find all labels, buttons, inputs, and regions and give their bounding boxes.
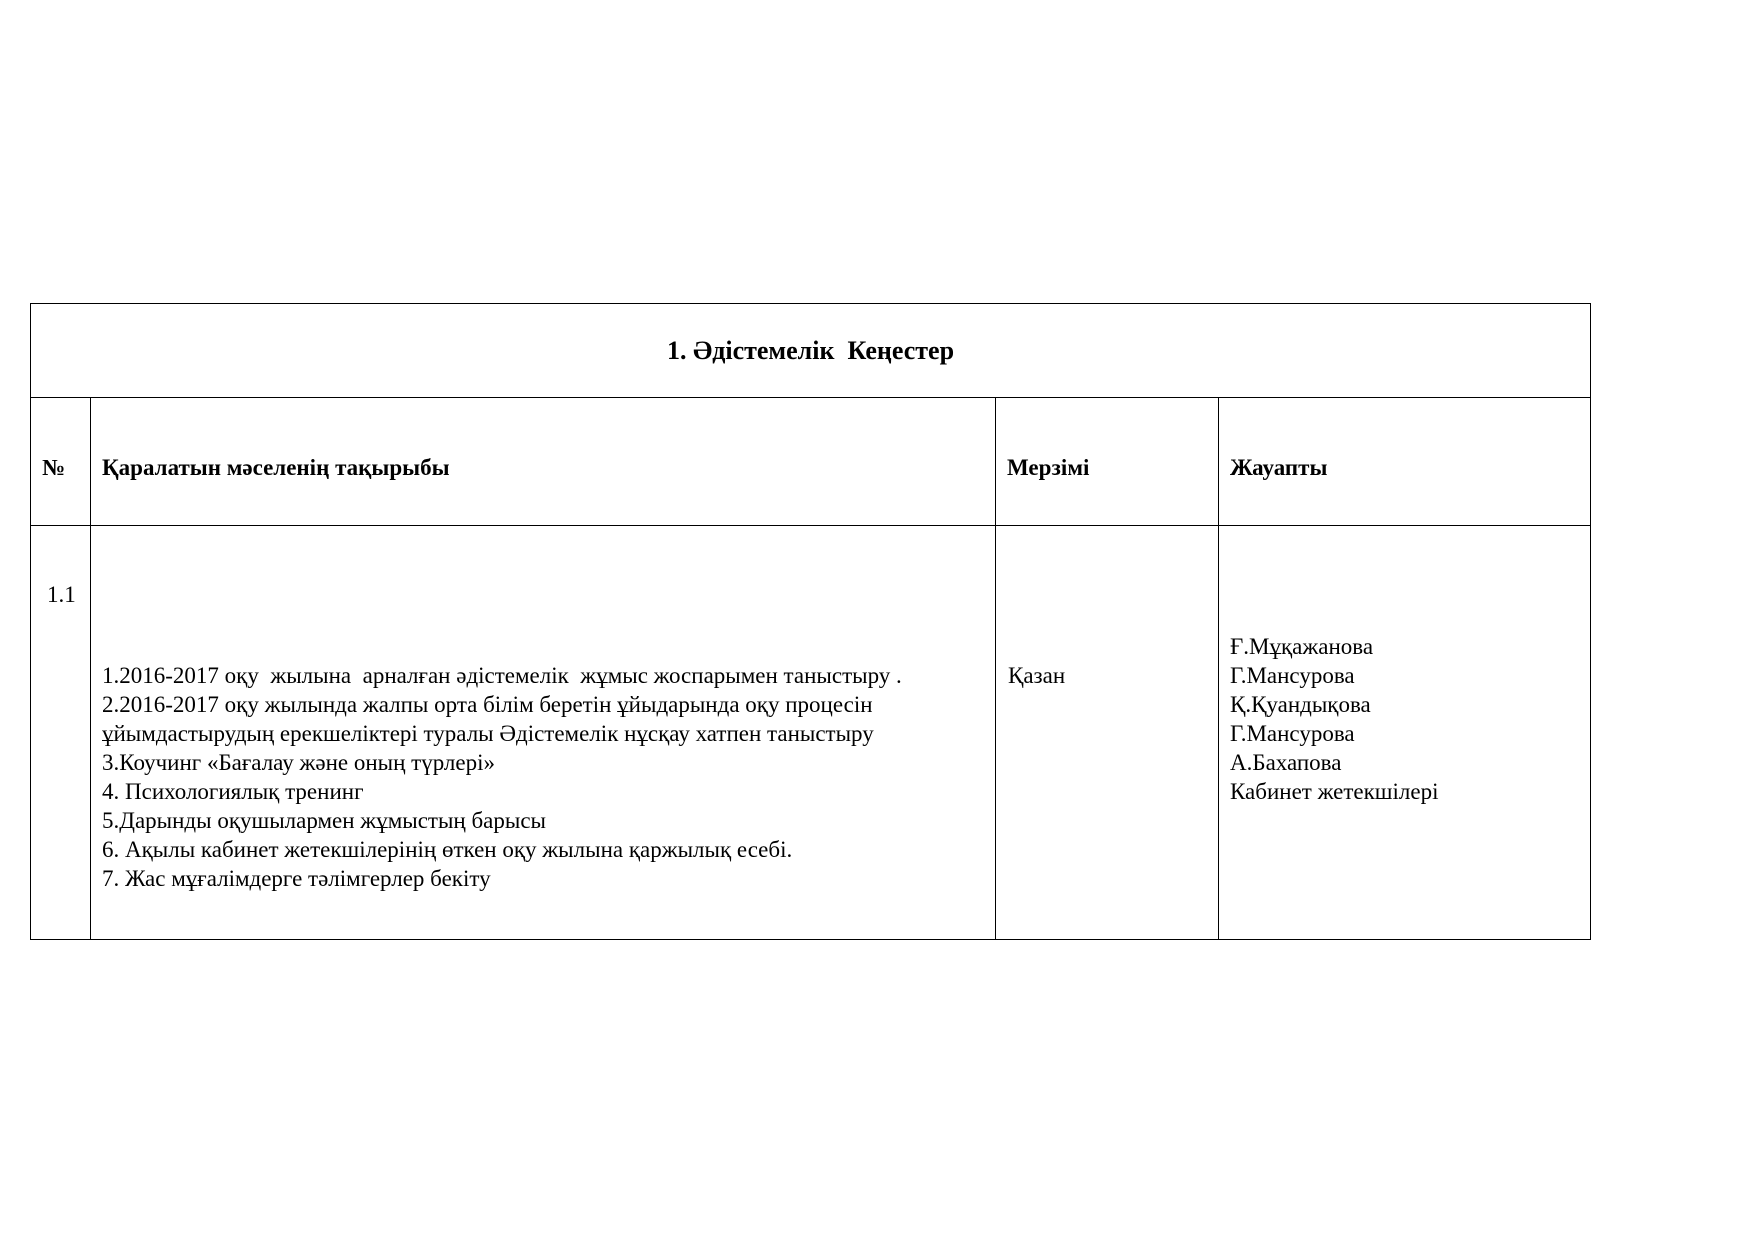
responsible-line: Ғ.Мұқажанова bbox=[1230, 634, 1374, 659]
topic-line: 5.Дарынды оқушылармен жұмыстың барысы bbox=[102, 808, 547, 833]
responsible-line: Г.Мансурова bbox=[1230, 721, 1355, 746]
table-row bbox=[31, 526, 1591, 940]
responsible-line: А.Бахапова bbox=[1230, 750, 1342, 775]
topic-line: 4. Психологиялық тренинг bbox=[102, 779, 364, 804]
topic-line: 2.2016-2017 оқу жылында жалпы орта білім беретін ұйыдарында оқу процесін bbox=[102, 692, 873, 717]
topic-line: 6. Ақылы кабинет жетекшілерінің өткен оқу жылына қаржылық есебі. bbox=[102, 837, 793, 862]
row-topic bbox=[91, 526, 996, 940]
topic-line: ұйымдастырудың ерекшеліктері туралы Әдістемелік нұсқау хатпен таныстыру bbox=[102, 721, 874, 746]
row-responsible bbox=[1219, 526, 1591, 940]
topic-line: 3.Коучинг «Бағалау және оның түрлері» bbox=[102, 750, 495, 775]
council-table bbox=[30, 303, 1591, 940]
table-title-row bbox=[31, 304, 1591, 398]
table-header-row bbox=[31, 398, 1591, 526]
responsible-line: Кабинет жетекшілері bbox=[1230, 779, 1439, 804]
row-number: 1.1 bbox=[31, 526, 91, 940]
row-deadline: Қазан bbox=[996, 526, 1219, 940]
section-title bbox=[31, 304, 1591, 398]
header-topic: Қаралатын мәселенің тақырыбы bbox=[91, 398, 996, 526]
responsible-line: Қ.Қуандықова bbox=[1230, 692, 1371, 717]
responsible-line: Г.Мансурова bbox=[1230, 663, 1355, 688]
header-number: № bbox=[31, 398, 91, 526]
section-title-text: 1. Әдістемелік Кеңестер bbox=[667, 335, 955, 365]
header-deadline: Мерзімі bbox=[996, 398, 1219, 526]
topic-line: 7. Жас мұғалімдерге тәлімгерлер бекіту bbox=[102, 866, 491, 891]
topic-line: 1.2016-2017 оқу жылына арналған әдістемелік жұмыс жоспарымен таныстыру . bbox=[102, 663, 902, 688]
header-responsible: Жауапты bbox=[1219, 398, 1591, 526]
